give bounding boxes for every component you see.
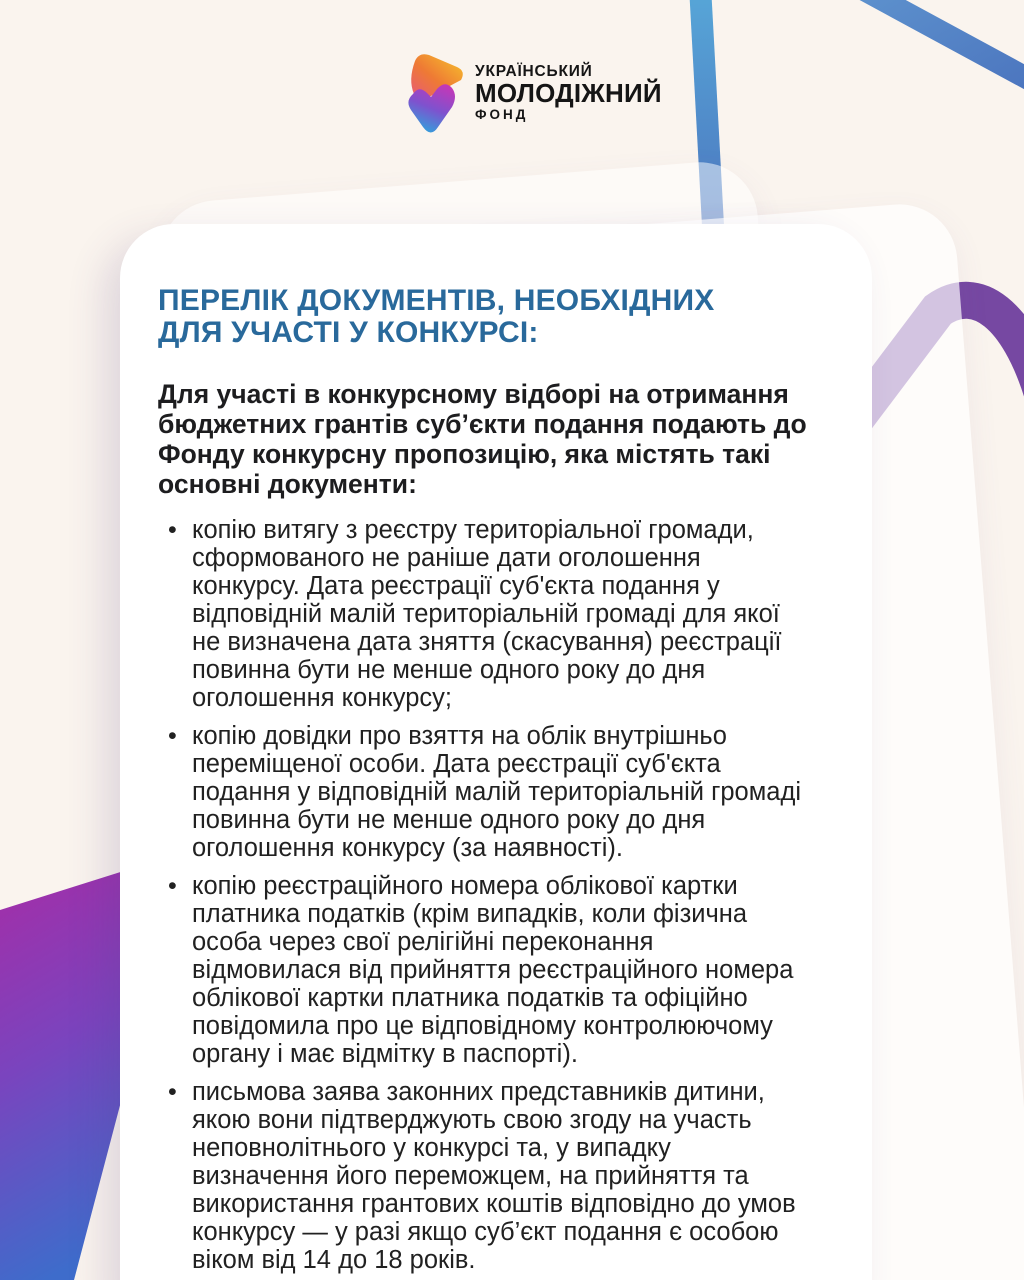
blue-stripe-diagonal	[855, 0, 1024, 88]
list-item: • копію реєстраційного номера облікової картки платника податків (крім випадків, коли фізична особа через свої релігійні переконання відмовилася від прийняття реєстраційного номера облікової картки платника податків та офіційно повідомила про це відповідному контролюючому органу і має відмітку в паспорті).	[158, 872, 802, 1068]
page-title-line-2: ДЛЯ УЧАСТІ У КОНКУРСІ:	[158, 316, 539, 349]
list-item: • копію довідки про взяття на облік внутрішньо переміщеної особи. Дата реєстрації суб'єкта подання у відповідній малій територіальній громаді повинна бути не менше одного року до дня оголошення конкурсу (за наявності).	[158, 722, 802, 862]
logo-line-youth: МОЛОДІЖНИЙ	[475, 78, 662, 108]
youth-fund-logo-icon	[402, 50, 466, 136]
documents-list	[158, 516, 834, 1274]
page-title-line-1: ПЕРЕЛІК ДОКУМЕНТІВ, НЕОБХІДНИХ	[158, 284, 715, 317]
page-title	[158, 285, 834, 349]
intro-paragraph: Для участі в конкурсному відборі на отримання бюджетних грантів суб’єкти подання подають до Фонду конкурсну пропозицію, яка містять такі основні документи:	[158, 379, 807, 499]
logo-line-ukrainian: УКРАЇНСЬКИЙ	[475, 63, 593, 80]
logo-text	[475, 63, 662, 123]
list-item: • письмова заява законних представників дитини, якою вони підтверджують свою згоду на участь неповнолітнього у конкурсі та, у випадку визначення його переможцем, на прийняття та використання грантових коштів відповідно до умов конкурсу — у разі якщо суб’єкт подання є особою віком від 14 до 18 років.	[158, 1078, 802, 1274]
logo	[402, 50, 662, 136]
content-card	[120, 224, 872, 1280]
logo-line-fund: ФОНД	[475, 107, 529, 122]
list-item: • копію витягу з реєстру територіальної громади, сформованого не раніше дати оголошення конкурсу. Дата реєстрації суб'єкта подання у відповідній малій територіальній громаді для якої не визначена дата зняття (скасування) реєстрації повинна бути не менше одного року до дня оголошення конкурсу;	[158, 516, 802, 712]
